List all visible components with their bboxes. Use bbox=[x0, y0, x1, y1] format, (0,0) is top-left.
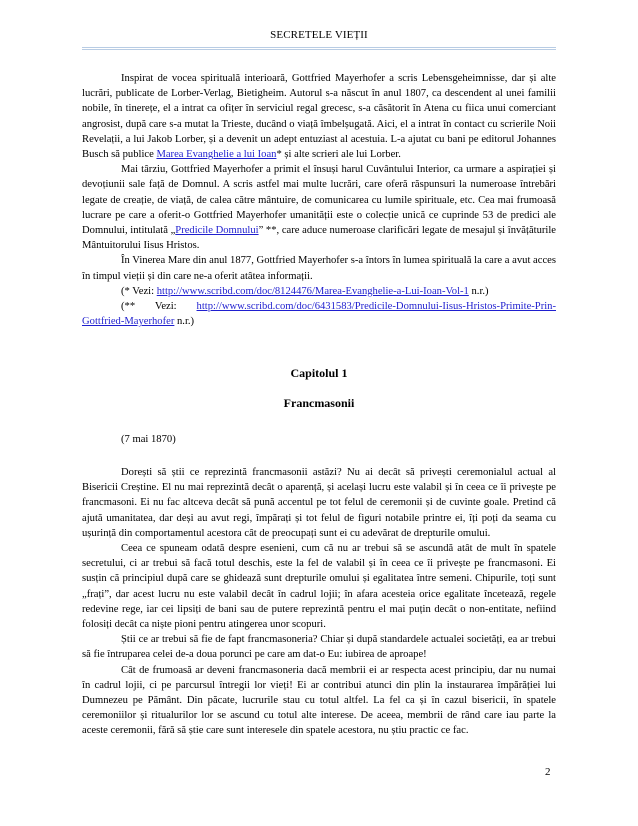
chapter-paragraph-3: Știi ce ar trebui să fie de fapt francmasoneria? Chiar și după standardele actualei societăți, ea ar trebui să fie întruparea celei de-a doua porunci pe care am dat-o Eu: iubirea de aproape! bbox=[82, 634, 556, 661]
link-marea-evanghelie[interactable]: Marea Evanghelie a lui Ioan bbox=[156, 149, 277, 161]
chapter-paragraph-2: Ceea ce spuneam odată despre esenieni, cum că nu ar trebui să se ascundă atât de mult în spatele secretului, ci ar trebui să facă totul deschis, este la fel de valabil și în ceea ce îi privește pe francmasoni. Ei susțin că principiul după care se ghidează sunt drepturile omului și egalitatea între semeni. Chipurile, toți sunt „frați”, dar acest lucru nu este valabil decât în cadrul lojii; în afara acesteia orice egalitate încetează, regele redevine rege, iar cei lipsiți de bani sau de putere reprezintă pentru el mai puțin decât o non-entitate, nefiind folosiți decât ca niște pioni pentru atingerea unor scopuri. bbox=[82, 543, 556, 631]
header-divider bbox=[82, 47, 556, 50]
chapter-date: (7 mai 1870) bbox=[121, 434, 176, 445]
page-number: 2 bbox=[545, 766, 551, 778]
ref1-url-link[interactable]: http://www.scribd.com/doc/8124476/Marea-Evanghelie-a-Lui-Ioan-Vol-1 bbox=[156, 285, 469, 297]
intro-section bbox=[82, 71, 556, 329]
chapter-paragraph-4: Cât de frumoasă ar deveni francmasoneria dacă membrii ei ar respecta acest principiu, dar nu numai în cadrul lojii, ci pe parcursul întregii lor vieți! Ei ar contribui atunci din plin la instaurarea împărăției lui Dumnezeu pe Pământ. Din păcate, lucrurile stau cu totul altfel. La fel ca și în cazul bisericii, în spatele ceremoniilor și ritualurilor lor se ascund cu totul alte interese. De aceea, membrii de rând care iau parte la aceste ceremonii, fără să știe care sunt interesele din spatele acestora, nu știu practic ce fac. bbox=[82, 664, 556, 737]
chapter-number: Capitolul 1 bbox=[290, 366, 348, 380]
reference-note-1 bbox=[82, 284, 556, 299]
intro-p1-text: Inspirat de vocea spirituală interioară, Gottfried Mayerhofer a scris Lebensgeheimnisse, dar și alte lucrări, publicate de Lorber-Verlag, Bietigheim. Autorul s-a născut în anul 1807, ca descendent al unei familii nobile, în tinerețe, el a intrat ca ofițer în serviciul regal grecesc, s-a căsătorit în Atena cu fiica unui comerciant angrosist, după care s-a mutat la Trieste, ducând o viață îmbelșugată. Aici, el a intrat în contact cu scrierile Noii Revelații, a lui Jakob Lorber, și a devenit un adept entuziast al acestuia. L-a ajutat cu bani pe editorul Johannes Busch să publice bbox=[82, 73, 556, 161]
chapter-paragraph-1: Dorești să știi ce reprezintă francmasonii astăzi? Nu ai decât să privești ceremonialul actual al Bisericii Creștine. El nu mai reprezintă decât o aparență, și același lucru este valabil și în ceea ce îi privește pe francmasoni. Ei nu fac altceva decât să pună accentul pe tot felul de ceremonii și de cuvinte goale. Pretind că ajută umanitatea, dar deși au avut regi, împărați și tot felul de figuri notabile printre ei, îți poți da seama cu ușurință din comportamentul acestora cât de preocupați sunt ei cu adevărat de drepturile omului. bbox=[82, 467, 556, 539]
ref1-suffix: n.r.) bbox=[468, 285, 489, 297]
reference-note-2 bbox=[82, 299, 556, 329]
ref2-url-link[interactable]: http://www.scribd.com/doc/6431583/Predicile-Domnului-Iisus-Hristos-Primite-Prin-Gottfried-Mayerhofer bbox=[82, 301, 556, 328]
intro-paragraph-1 bbox=[82, 71, 556, 162]
intro-paragraph-3: În Vinerea Mare din anul 1877, Gottfried Mayerhofer s-a întors în lumea spirituală la care a avut acces în timpul vieții și din care ne-a oferit atâtea informații. bbox=[82, 255, 556, 282]
ref1-prefix: (* Vezi: bbox=[121, 285, 157, 297]
ref2-suffix: n.r.) bbox=[174, 316, 195, 328]
intro-p2-text: Mai târziu, Gottfried Mayerhofer a primit el însuși harul Cuvântului Interior, ca urmare a aspirației și devoțiunii sale față de Domnul. A scris astfel mai multe lucrări, care oferă răspunsuri la numeroase întrebări legate de creație, de viață, de calea către mântuire, de comunicarea cu lumile spirituale, etc. Cea mai frumoasă lucrare pe care a oferit-o Gottfried Mayerhofer umanității este o colecție unică ce cuprinde 53 de predici ale Domnului, intitulată „ bbox=[82, 164, 556, 237]
intro-paragraph-2 bbox=[82, 162, 556, 253]
intro-p1-tail: * și alte scrieri ale lui Lorber. bbox=[276, 149, 401, 161]
link-predicile-domnului[interactable]: Predicile Domnului bbox=[175, 225, 259, 237]
chapter-body bbox=[82, 465, 556, 739]
ref2-prefix: (** Vezi: bbox=[121, 301, 197, 313]
chapter-title: Francmasonii bbox=[283, 396, 355, 410]
page-header-title: SECRETELE VIEȚII bbox=[270, 29, 368, 41]
intro-p2-tail: ” **, care aduce numeroase clarificări legate de mesajul și învățăturile Mântuitorului Iisus Hristos. bbox=[82, 225, 556, 252]
